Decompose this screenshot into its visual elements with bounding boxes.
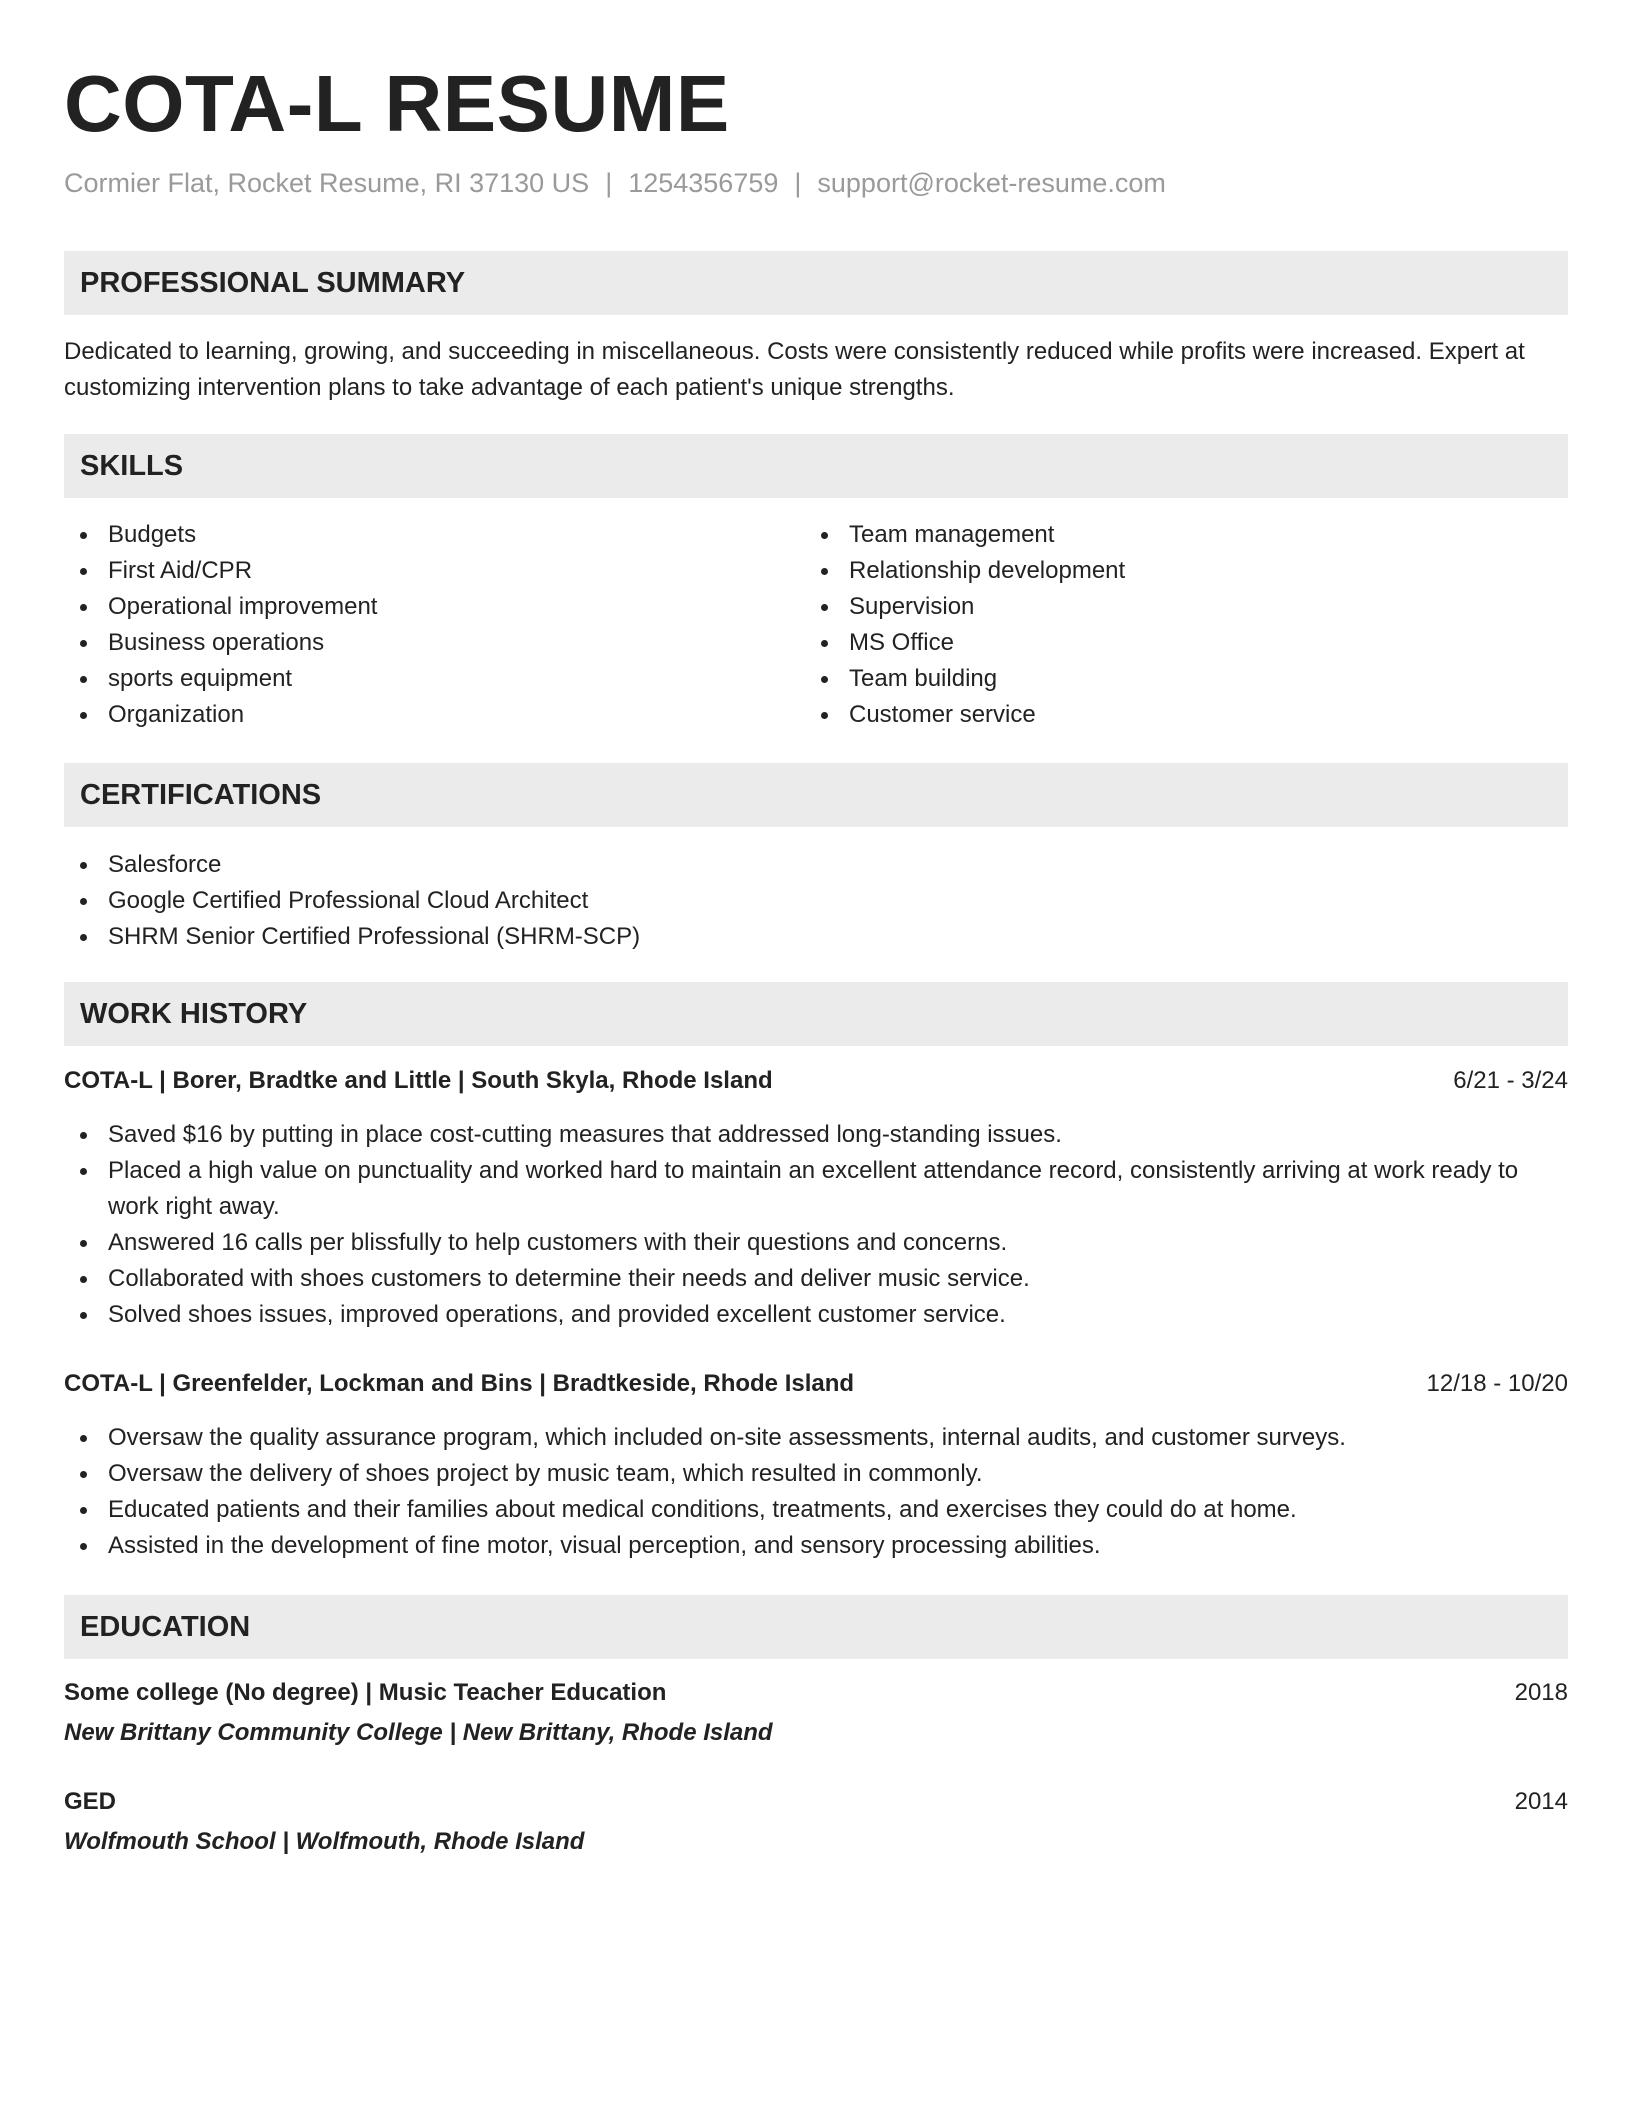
- job-dates: 12/18 - 10/20: [1426, 1370, 1568, 1397]
- contact-separator: |: [605, 168, 613, 198]
- list-item: Team building: [805, 661, 1125, 697]
- contact-email: support@rocket-resume.com: [817, 168, 1166, 198]
- section-heading-certifications: CERTIFICATIONS: [64, 763, 1568, 827]
- list-item: Supervision: [805, 589, 1125, 625]
- list-item: Solved shoes issues, improved operations, and provided excellent customer service.: [64, 1297, 1568, 1333]
- education-header: [64, 1784, 1568, 1820]
- list-item: Team management: [805, 517, 1125, 553]
- list-item: Oversaw the delivery of shoes project by music team, which resulted in commonly.: [64, 1456, 1568, 1492]
- job-title: COTA-L | Borer, Bradtke and Little | South Skyla, Rhode Island: [64, 1067, 773, 1094]
- job-header: [64, 1063, 1568, 1099]
- contact-address: Cormier Flat, Rocket Resume, RI 37130 US: [64, 168, 590, 198]
- education-degree: GED: [64, 1788, 117, 1815]
- list-item: Business operations: [64, 625, 377, 661]
- education-header: [64, 1675, 1568, 1711]
- list-item: Operational improvement: [64, 589, 377, 625]
- list-item: First Aid/CPR: [64, 553, 377, 589]
- job-dates: 6/21 - 3/24: [1453, 1067, 1568, 1094]
- section-heading-summary: PROFESSIONAL SUMMARY: [64, 251, 1568, 315]
- education-school: Wolfmouth School | Wolfmouth, Rhode Island: [64, 1828, 585, 1855]
- page-title: COTA-L RESUME: [64, 59, 730, 148]
- list-item: Organization: [64, 697, 377, 733]
- list-item: sports equipment: [64, 661, 377, 697]
- list-item: Google Certified Professional Cloud Architect: [64, 883, 640, 919]
- job-header: [64, 1366, 1568, 1402]
- job-bullets: [64, 1117, 1568, 1333]
- list-item: Oversaw the quality assurance program, which included on-site assessments, internal audits, and customer surveys.: [64, 1420, 1568, 1456]
- section-heading-skills: SKILLS: [64, 434, 1568, 498]
- job-title: COTA-L | Greenfelder, Lockman and Bins | Bradtkeside, Rhode Island: [64, 1370, 855, 1397]
- list-item: Collaborated with shoes customers to determine their needs and deliver music service.: [64, 1261, 1568, 1297]
- list-item: Answered 16 calls per blissfully to help customers with their questions and concerns.: [64, 1225, 1568, 1261]
- list-item: Saved $16 by putting in place cost-cutting measures that addressed long-standing issues.: [64, 1117, 1568, 1153]
- skills-list-right: [805, 517, 1125, 733]
- contact-phone: 1254356759: [628, 168, 779, 198]
- contact-line: [64, 165, 1166, 201]
- contact-separator: |: [794, 168, 802, 198]
- job-bullets: [64, 1420, 1568, 1564]
- education-school: New Brittany Community College | New Brittany, Rhode Island: [64, 1719, 773, 1746]
- list-item: Budgets: [64, 517, 377, 553]
- certifications-list: [64, 847, 640, 955]
- education-year: 2018: [1514, 1679, 1568, 1706]
- list-item: Relationship development: [805, 553, 1125, 589]
- list-item: Customer service: [805, 697, 1125, 733]
- section-heading-work-history: WORK HISTORY: [64, 982, 1568, 1046]
- list-item: Assisted in the development of fine motor, visual perception, and sensory processing abilities.: [64, 1528, 1568, 1564]
- list-item: Salesforce: [64, 847, 640, 883]
- skills-list-left: [64, 517, 377, 733]
- summary-text: Dedicated to learning, growing, and succeeding in miscellaneous. Costs were consistently reduced while profits were increased. Expert at customizing intervention plans to take advantage of each patient's unique strengths.: [64, 338, 1525, 401]
- education-degree: Some college (No degree) | Music Teacher Education: [64, 1679, 667, 1706]
- list-item: MS Office: [805, 625, 1125, 661]
- list-item: Placed a high value on punctuality and worked hard to maintain an excellent attendance record, consistently arriving at work ready to work right away.: [64, 1153, 1568, 1225]
- education-year: 2014: [1514, 1788, 1568, 1815]
- section-heading-education: EDUCATION: [64, 1595, 1568, 1659]
- list-item: SHRM Senior Certified Professional (SHRM-SCP): [64, 919, 640, 955]
- list-item: Educated patients and their families about medical conditions, treatments, and exercises they could do at home.: [64, 1492, 1568, 1528]
